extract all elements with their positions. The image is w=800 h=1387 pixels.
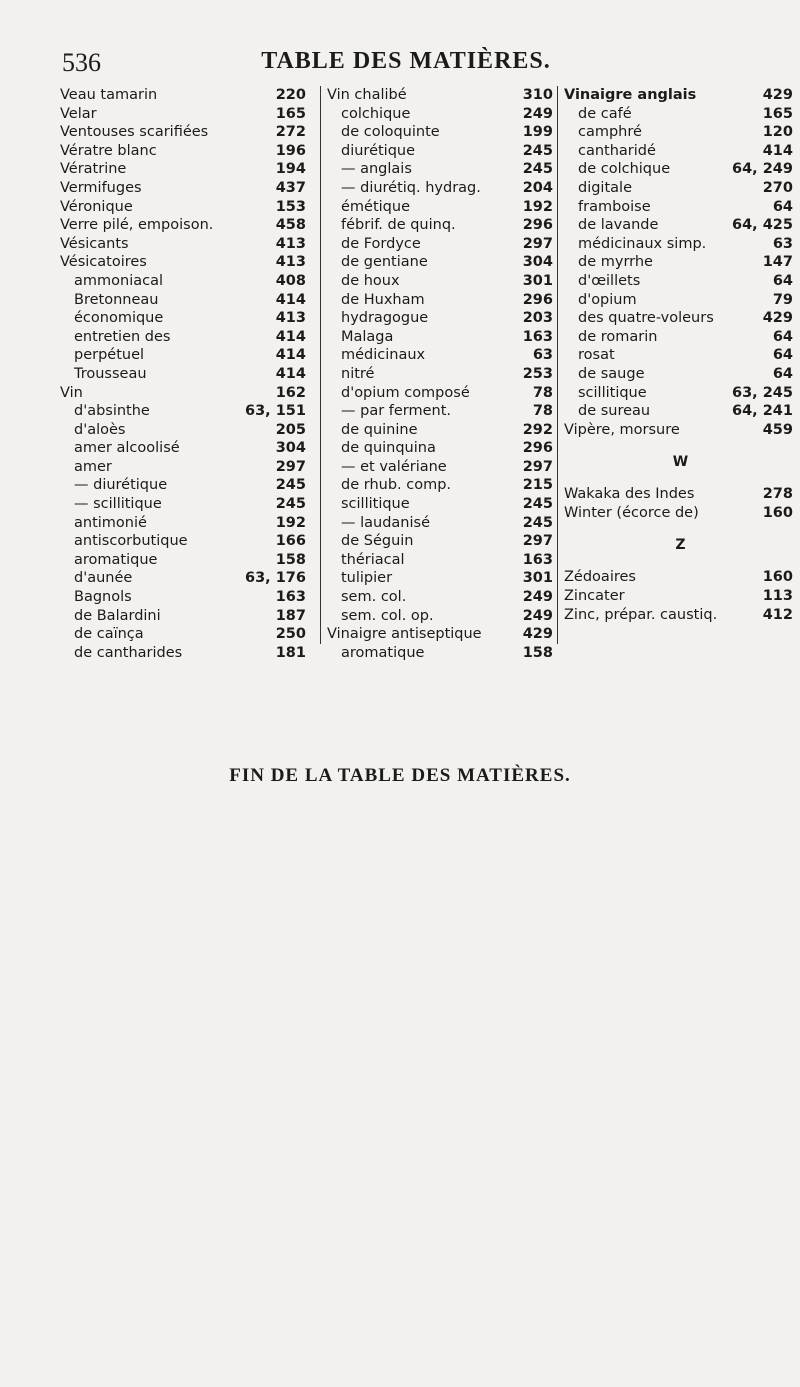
entry-term: Vinaigre anglais [564,87,697,103]
index-entry [327,551,557,570]
entry-term: Zincater [564,588,625,605]
entry-term: médicinaux [341,347,426,364]
entry-page-ref: 64 [772,328,793,345]
entry-page-ref: 163 [522,551,553,568]
entry-page-ref: 196 [275,142,306,159]
entry-page-ref: 429 [522,626,553,643]
entry-page-ref: 147 [762,254,793,271]
entry-page-ref: 245 [522,161,553,178]
entry-term: de sauge [578,365,645,382]
index-entry [564,86,797,105]
entry-term: digitale [578,179,632,196]
entry-page-ref: 414 [762,142,793,159]
index-entry [60,384,320,403]
index-entry [60,644,320,663]
entry-page-ref: 120 [762,124,793,141]
index-entry [60,625,320,644]
entry-term: — laudanisé [341,514,430,531]
index-entry [60,272,320,291]
entry-page-ref: 414 [275,365,306,382]
entry-term: médicinaux simp. [578,235,707,252]
entry-term: Bagnols [74,589,132,606]
entry-term: de rhub. comp. [341,477,452,494]
index-entry [564,272,797,291]
entry-page-ref: 187 [275,607,306,624]
index-entry [564,160,797,179]
index-entry [327,198,557,217]
entry-page-ref: 245 [275,477,306,494]
entry-page-ref: 296 [522,440,553,457]
index-entry [564,309,797,328]
entry-term: d'opium [578,291,637,308]
index-entry [327,272,557,291]
entry-page-ref: 64, 249 [731,161,793,178]
index-entry [327,216,557,235]
entry-page-ref: 249 [522,607,553,624]
section-letter: Z [675,537,686,554]
index-entry [564,253,797,272]
entry-term: des quatre-voleurs [578,310,714,327]
entry-term: Zinc, prépar. caustiq. [564,606,718,623]
index-entry [60,216,320,235]
entry-term: de Fordyce [341,235,421,252]
index-entry [564,365,797,384]
entry-term: d'opium composé [341,384,470,401]
index-entry [327,625,557,644]
entry-term: Velar [60,105,97,122]
entry-term: émétique [341,198,410,215]
entry-page-ref: 192 [275,514,306,531]
entry-page-ref: 301 [522,570,553,587]
entry-page-ref: 63 [772,235,793,252]
entry-page-ref: 458 [275,217,306,234]
index-entry [60,179,320,198]
entry-page-ref: 64, 425 [731,217,793,234]
index-entry [60,569,320,588]
index-entry [60,607,320,626]
index-entry [327,291,557,310]
entry-term: Bretonneau [74,291,159,308]
index-entry [60,123,320,142]
entry-page-ref: 78 [532,403,553,420]
entry-term: de myrrhe [578,254,653,271]
entry-page-ref: 459 [762,421,793,438]
index-entry [327,346,557,365]
index-entry [327,309,557,328]
entry-page-ref: 429 [762,310,793,327]
entry-page-ref: 160 [762,569,793,586]
index-entry [327,105,557,124]
entry-term: entretien des [74,328,171,345]
entry-page-ref: 158 [275,551,306,568]
entry-term: d'absinthe [74,403,150,420]
entry-term: de romarin [578,328,658,345]
entry-term: de Balardini [74,607,161,624]
index-entry [564,568,797,587]
entry-term: Vin chalibé [327,87,407,103]
entry-term: de sureau [578,403,651,420]
index-entry [60,309,320,328]
entry-page-ref: 192 [522,198,553,215]
entry-term: colchique [341,105,411,122]
entry-term: perpétuel [74,347,145,364]
entry-page-ref: 64 [772,347,793,364]
entry-page-ref: 215 [522,477,553,494]
index-entry [564,346,797,365]
entry-page-ref: 63 [532,347,553,364]
index-entry [60,253,320,272]
entry-term: de café [578,105,632,122]
entry-page-ref: 245 [522,514,553,531]
entry-term: scillitique [578,384,647,401]
entry-term: Vipère, morsure [564,421,680,438]
entry-page-ref: 249 [522,105,553,122]
entry-page-ref: 166 [275,533,306,550]
entry-term: sem. col. op. [341,607,434,624]
entry-page-ref: 113 [762,588,793,605]
entry-term: nitré [341,365,375,382]
index-column-3 [557,86,797,644]
index-entry [327,86,557,105]
entry-term: — et valériane [341,458,447,475]
entry-term: aromatique [341,644,425,661]
entry-page-ref: 165 [762,105,793,122]
entry-page-ref: 437 [275,179,306,196]
entry-term: de houx [341,272,400,289]
entry-term: de caïnça [74,626,144,643]
entry-term: Vésicatoires [60,254,147,271]
entry-term: amer alcoolisé [74,440,180,457]
index-entry [564,291,797,310]
entry-term: de cantharides [74,644,183,661]
entry-page-ref: 64 [772,365,793,382]
entry-page-ref: 414 [275,291,306,308]
entry-term: de Séguin [341,533,414,550]
entry-term: Vermifuges [60,179,142,196]
entry-term: Véronique [60,198,133,215]
index-entry [327,588,557,607]
index-entry [564,216,797,235]
entry-term: de coloquinte [341,124,440,141]
entry-term: Malaga [341,328,394,345]
entry-page-ref: 253 [522,365,553,382]
index-entry [564,587,797,606]
entry-term: Wakaka des Indes [564,486,695,503]
index-column-2 [320,86,557,661]
entry-page-ref: 297 [275,458,306,475]
index-entry [60,365,320,384]
index-entry [327,514,557,533]
entry-term: — diurétiq. hydrag. [341,179,481,196]
index-entry [60,198,320,217]
index-entry [327,253,557,272]
index-entry [564,328,797,347]
index-entry [327,235,557,254]
index-entry [327,607,557,626]
index-entry [327,476,557,495]
entry-term: scillitique [341,496,410,513]
entry-page-ref: 250 [275,626,306,643]
entry-page-ref: 413 [275,254,306,271]
entry-term: tulipier [341,570,393,587]
index-entry [564,504,797,523]
index-entry [60,476,320,495]
entry-page-ref: 249 [522,589,553,606]
index-entry [327,495,557,514]
index-entry [564,105,797,124]
entry-term: de quinine [341,421,418,438]
entry-term: économique [74,310,164,327]
entry-page-ref: 163 [275,589,306,606]
entry-term: hydragogue [341,310,429,327]
entry-term: Zédoaires [564,569,636,586]
index-entry [60,235,320,254]
index-entry [327,160,557,179]
index-entry [60,514,320,533]
end-of-table-note: FIN DE LA TABLE DES MATIÈRES. [229,765,571,786]
entry-term: aromatique [74,551,158,568]
index-entry [60,142,320,161]
entry-page-ref: 181 [275,644,306,661]
entry-term: de colchique [578,161,671,178]
entry-page-ref: 64 [772,198,793,215]
index-entry [327,421,557,440]
index-column-1 [60,86,320,662]
index-entry [327,179,557,198]
entry-term: diurétique [341,142,416,159]
entry-term: Vésicants [60,235,129,252]
entry-term: ammoniacal [74,272,163,289]
index-entry [327,142,557,161]
entry-term: cantharidé [578,142,656,159]
index-entry [60,532,320,551]
entry-term: d'œillets [578,272,641,289]
entry-page-ref: 297 [522,458,553,475]
index-entry [60,105,320,124]
entry-page-ref: 153 [275,198,306,215]
index-entry [564,235,797,254]
index-entry [60,421,320,440]
entry-term: Vin [60,384,83,401]
entry-page-ref: 310 [522,87,553,103]
entry-page-ref: 158 [522,644,553,661]
page-title: TABLE DES MATIÈRES. [261,48,551,74]
entry-term: — anglais [341,161,412,178]
index-entry [564,198,797,217]
index-entry [327,328,557,347]
index-entry [60,495,320,514]
entry-page-ref: 63, 245 [731,384,793,401]
entry-page-ref: 63, 176 [244,570,306,587]
entry-page-ref: 301 [522,272,553,289]
entry-term: — diurétique [74,477,168,494]
index-entry [564,142,797,161]
index-entry [60,346,320,365]
entry-page-ref: 304 [522,254,553,271]
entry-term: de Huxham [341,291,425,308]
entry-term: amer [74,458,112,475]
entry-term: — par ferment. [341,403,452,420]
index-entry [327,365,557,384]
index-entry [564,402,797,421]
entry-page-ref: 163 [522,328,553,345]
index-entry [327,384,557,403]
entry-term: Trousseau [74,365,147,382]
entry-page-ref: 413 [275,310,306,327]
entry-term: framboise [578,198,651,215]
entry-term: — scillitique [74,496,162,513]
entry-page-ref: 304 [275,440,306,457]
entry-page-ref: 272 [275,124,306,141]
entry-term: camphré [578,124,642,141]
entry-page-ref: 79 [772,291,793,308]
index-entry [327,458,557,477]
entry-term: sem. col. [341,589,407,606]
entry-term: Vératre blanc [60,142,157,159]
index-entry [564,123,797,142]
index-entry [327,532,557,551]
entry-term: fébrif. de quinq. [341,217,456,234]
entry-term: d'aloès [74,421,126,438]
entry-term: rosat [578,347,615,364]
index-entry [60,160,320,179]
entry-page-ref: 64, 241 [731,403,793,420]
entry-page-ref: 414 [275,328,306,345]
index-entry [564,384,797,403]
entry-page-ref: 297 [522,235,553,252]
entry-page-ref: 292 [522,421,553,438]
entry-page-ref: 296 [522,291,553,308]
entry-page-ref: 408 [275,272,306,289]
entry-page-ref: 78 [532,384,553,401]
entry-page-ref: 270 [762,179,793,196]
entry-page-ref: 412 [762,606,793,623]
index-entry [60,86,320,105]
entry-term: de quinquina [341,440,436,457]
entry-term: antimonié [74,514,147,531]
entry-term: Ventouses scarifiées [60,124,209,141]
entry-page-ref: 203 [522,310,553,327]
entry-page-ref: 297 [522,533,553,550]
section-letter: W [672,454,689,471]
entry-term: de gentiane [341,254,428,271]
entry-page-ref: 205 [275,421,306,438]
entry-page-ref: 162 [275,384,306,401]
entry-page-ref: 296 [522,217,553,234]
entry-term: antiscorbutique [74,533,188,550]
entry-term: Vératrine [60,161,127,178]
entry-term: Vinaigre antiseptique [327,626,482,643]
index-entry [327,402,557,421]
index-entry [60,458,320,477]
index-entry [60,402,320,421]
index-entry [564,485,797,504]
index-entry [327,439,557,458]
index-entry [327,123,557,142]
entry-page-ref: 204 [522,179,553,196]
entry-page-ref: 278 [762,486,793,503]
entry-term: d'aunée [74,570,133,587]
entry-page-ref: 199 [522,124,553,141]
entry-page-ref: 194 [275,161,306,178]
page-number: 536 [62,48,101,77]
entry-term: Veau tamarin [60,87,158,103]
entry-page-ref: 413 [275,235,306,252]
index-entry [60,551,320,570]
index-entry [60,328,320,347]
entry-term: thériacal [341,551,405,568]
entry-page-ref: 414 [275,347,306,364]
index-entry [60,439,320,458]
entry-page-ref: 64 [772,272,793,289]
index-entry [564,179,797,198]
index-entry [564,421,797,440]
entry-page-ref: 245 [275,496,306,513]
index-entry [60,588,320,607]
entry-page-ref: 245 [522,142,553,159]
entry-page-ref: 245 [522,496,553,513]
index-entry [327,569,557,588]
index-entry [564,606,797,625]
entry-term: Verre pilé, empoison. [60,217,214,234]
entry-page-ref: 160 [762,504,793,521]
index-entry [327,644,557,663]
page-header [56,48,756,78]
entry-page-ref: 165 [275,105,306,122]
entry-term: Winter (écorce de) [564,504,699,521]
entry-page-ref: 63, 151 [244,403,306,420]
entry-page-ref: 220 [275,87,306,103]
index-entry [60,291,320,310]
entry-term: de lavande [578,217,659,234]
entry-page-ref: 429 [762,87,793,103]
